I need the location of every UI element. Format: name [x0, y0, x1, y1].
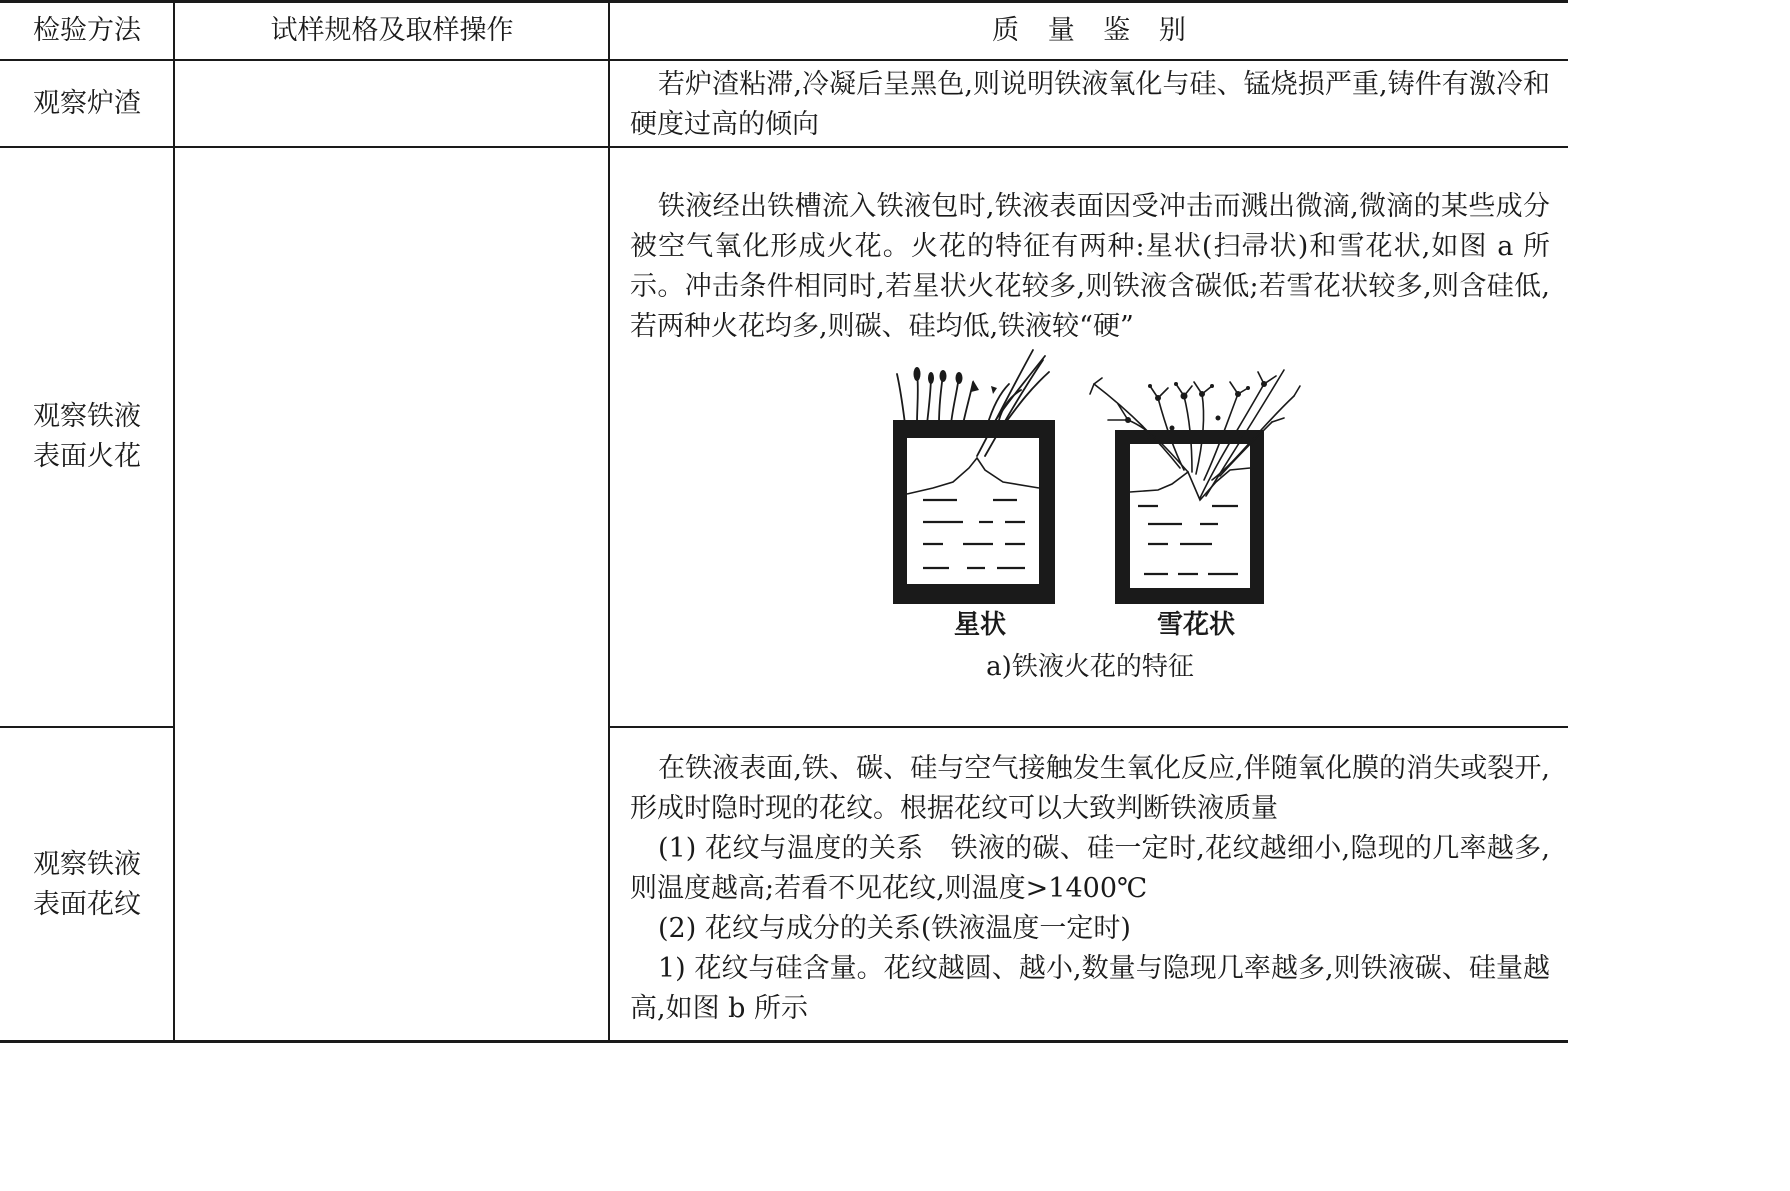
row2-method: [0, 397, 174, 477]
row2-method-line2: 表面火花: [33, 441, 141, 472]
star-spark-figure: [893, 346, 1055, 604]
header-sample: 试样规格及取样操作: [270, 15, 514, 46]
header-quality: 质 量 鉴 别: [992, 15, 1186, 46]
column-divider-2: [608, 0, 610, 1043]
table-top-rule: [0, 0, 1568, 3]
row3-method-line1: 观察铁液: [33, 849, 141, 880]
snowflake-spark-label: 雪花状: [1156, 610, 1235, 640]
row3-method-line2: 表面花纹: [33, 889, 141, 920]
header-bottom-rule: [0, 59, 1568, 61]
row3-paragraph-1: 在铁液表面,铁、碳、硅与空气接触发生氧化反应,伴随氧化膜的消失或裂开,形成时隐时现的花纹。根据花纹可以大致判断铁液质量: [630, 753, 1550, 824]
row2-method-line1: 观察铁液: [33, 401, 141, 432]
row3-paragraph-2: (1) 花纹与温度的关系 铁液的碳、硅一定时,花纹越细小,隐现的几率越多,则温度越高;若看不见花纹,则温度>1400℃: [630, 833, 1550, 904]
row1-description: 若炉渣粘滞,冷凝后呈黑色,则说明铁液氧化与硅、锰烧损严重,铸件有激冷和硬度过高的倾向: [630, 69, 1550, 140]
row3-description: [630, 749, 1550, 1029]
star-spark-label: 星状: [953, 610, 1006, 640]
row1-bottom-rule: [0, 146, 1568, 148]
snowflake-spark-figure: [1088, 360, 1302, 604]
row3-method: [0, 845, 174, 925]
row3-paragraph-4: 1) 花纹与硅含量。花纹越圆、越小,数量与隐现几率越多,则铁液碳、硅量越高,如图 b 所示: [630, 953, 1550, 1024]
table-bottom-rule: [0, 1040, 1568, 1043]
figure-a-caption: a)铁液火花的特征: [986, 652, 1194, 682]
row2-bottom-rule-right: [609, 726, 1568, 728]
row2-bottom-rule-left: [0, 726, 174, 728]
row1-method: 观察炉渣: [33, 88, 141, 119]
header-method: 检验方法: [33, 15, 141, 46]
row2-description: 铁液经出铁槽流入铁液包时,铁液表面因受冲击而溅出微滴,微滴的某些成分被空气氧化形成火花。火花的特征有两种:星状(扫帚状)和雪花状,如图 a 所示。冲击条件相同时,若星状火花较多,则铁液含碳低;若雪花状较多,则含硅低,若两种火花均多,则碳、硅均低,铁液较“硬”: [630, 191, 1550, 342]
row3-paragraph-3: (2) 花纹与成分的关系(铁液温度一定时): [658, 913, 1131, 944]
